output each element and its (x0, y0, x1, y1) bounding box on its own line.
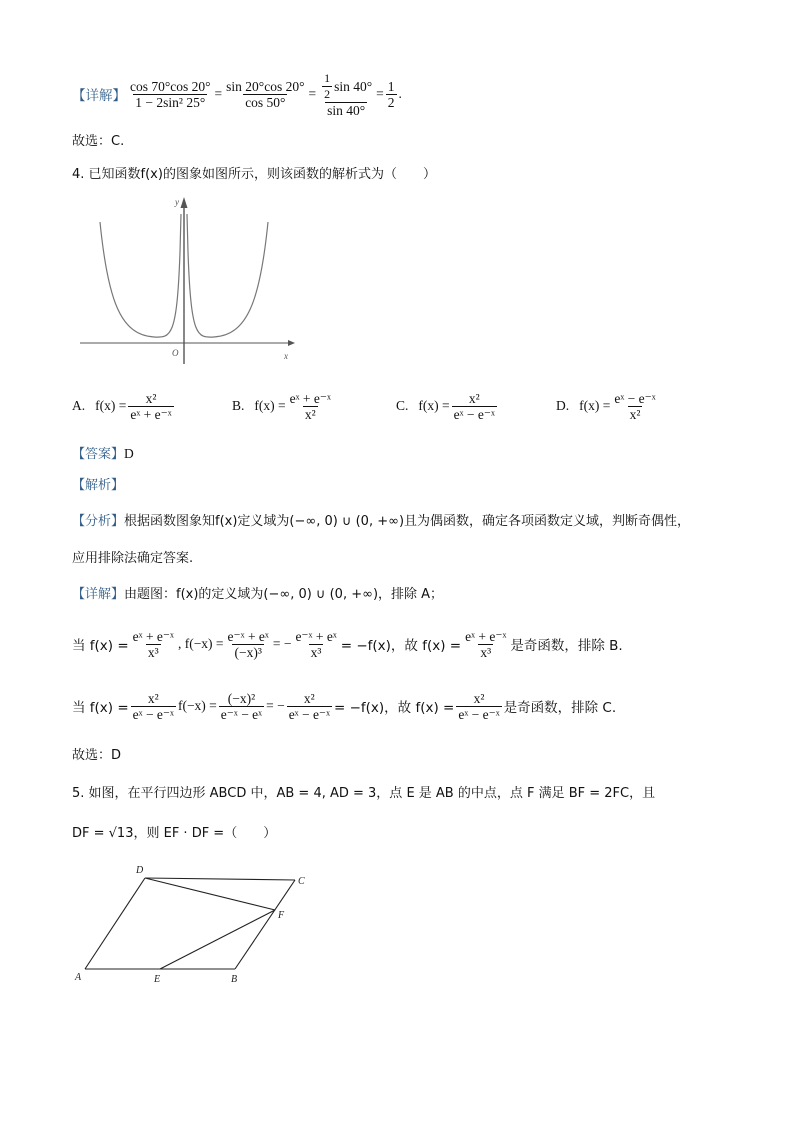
q5-line2: DF = √13，则 EF · DF =（ ） (72, 826, 277, 841)
origin-label: O (172, 348, 179, 358)
fraction: $\frac{1}{2}$ sin 40° sin 40° (324, 70, 373, 118)
answer-tag: 【答案】 (72, 447, 125, 462)
q4-option-a[interactable]: A. f(x) = $\frac{\text{x²}}{\text{eˣ + e⁻ˣ}}$ (72, 390, 172, 422)
q4-stem: 4. 已知函数f(x)的图象如图所示，则该函数的解析式为（ ） (72, 167, 436, 182)
y-label: y (175, 197, 179, 207)
q4-option-c[interactable]: C. f(x) = $\frac{\text{x²}}{\text{eˣ − e⁻ˣ}}$ (396, 390, 495, 422)
segment-df (145, 878, 275, 910)
detail-tag: 【详解】 (72, 587, 125, 602)
answer-value: D (124, 446, 134, 461)
edge-da (85, 878, 145, 969)
q5-figure (70, 860, 320, 990)
sec3-detail-formula: 【详解】 $\frac{\cos 70^\circ\cos 20^\circ}{\text{1 − 2sin² 25°}}$ = $\frac{\sin 20^\circ\cos 20^\circ}{\cos 50^\circ}$ = $\frac{1}{2}$ sin 40° sin 40° = $\frac{1}{2}$ . (72, 70, 402, 118)
label-c: C (298, 876, 305, 887)
sec3-choose: 故选：C. (72, 134, 125, 149)
label-b: B (231, 974, 238, 985)
y-axis-arrow (181, 197, 188, 208)
q4-fenxi-line2: 应用排除法确定答案. (72, 551, 194, 566)
fraction: $\frac{1}{2}$ (387, 78, 395, 110)
edge-bc (235, 880, 295, 969)
q4-fenxi-line1: 【分析】根据函数图象知f(x)定义域为(−∞, 0) ∪ (0, +∞)且为偶函数，确定各项函数定义域，判断奇偶性， (72, 514, 691, 529)
q4-choose: 故选：D (72, 748, 122, 763)
label-d: D (136, 865, 144, 876)
label-a: A (75, 972, 82, 983)
q5-line1: 5. 如图，在平行四边形 ABCD 中，AB = 4, AD = 3，点 E 是 AB 的中点，点 F 满足 BF = 2FC，且 (72, 786, 656, 801)
x-axis-arrow (288, 340, 295, 346)
segment-ef (160, 910, 275, 969)
x-label: x (284, 351, 288, 361)
q4-option-b[interactable]: B. f(x) = $\frac{\text{eˣ + e⁻ˣ}}{\text{x²}}$ (232, 390, 331, 422)
q4-detail-line1: 【详解】由题图：f(x)的定义域为(−∞, 0) ∪ (0, +∞)，排除 A； (72, 587, 444, 602)
analysis-tag: 【解析】 (72, 478, 125, 493)
label-f: F (278, 910, 285, 921)
label-e: E (154, 974, 161, 985)
q4-exclude-c: 当 f(x) = $\frac{\text{x²}}{\text{eˣ − e⁻ˣ}}$ f(−x) = $\frac{\text{(−x)²}}{\text{e⁻ˣ − eˣ}}$ = − $\frac{\text{x²}}{\text{eˣ − e⁻ˣ}}$ = −f(x)，故 f(x) = $\frac{\text{x²}}{\text{eˣ − e⁻ˣ}}$ 是奇函数，排除 C. (72, 690, 617, 722)
q4-graph (76, 192, 296, 367)
fraction: $\frac{\sin 20^\circ\cos 20^\circ}{\cos 50^\circ}$ (226, 78, 305, 110)
q4-option-d[interactable]: D. f(x) = $\frac{\text{eˣ − e⁻ˣ}}{\text{x²}}$ (556, 390, 656, 422)
curve-left (100, 214, 181, 337)
q4-exclude-b: 当 f(x) = $\frac{\text{eˣ + e⁻ˣ}}{\text{x³}}$ , f(−x) = $\frac{\text{e⁻ˣ + eˣ}}{\text{(−x)³}}$ = − $\frac{\text{e⁻ˣ + eˣ}}{\text{x³}}$ = −f(x)，故 f(x) = $\frac{\text{eˣ + e⁻ˣ}}{\text{x³}}$ 是奇函数，排除 B. (72, 628, 623, 660)
curve-right (187, 214, 268, 337)
edge-cd (145, 878, 295, 880)
q4-answer (72, 443, 134, 462)
detail-tag: 【详解】 (72, 88, 126, 104)
fenxi-tag: 【分析】 (72, 514, 125, 529)
fraction: $\frac{\cos 70^\circ\cos 20^\circ}{\text{1 − 2sin² 25°}}$ (130, 78, 211, 110)
